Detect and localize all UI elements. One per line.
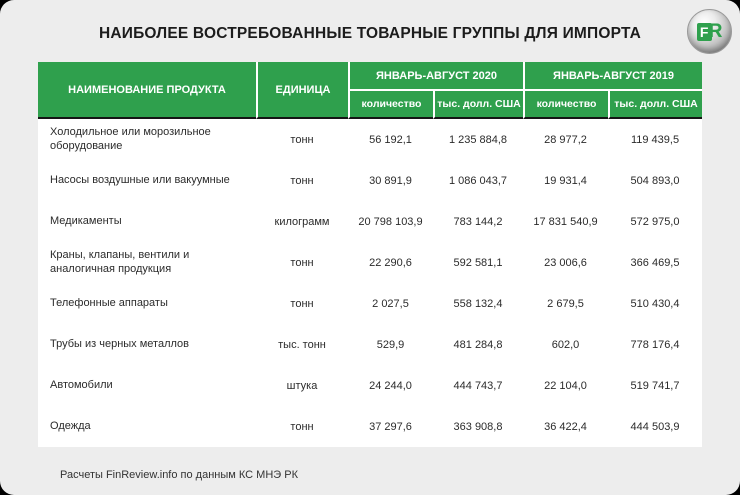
table-row: [38, 283, 702, 324]
usd-2020-cell: 363 908,8: [433, 406, 523, 447]
quantity-2019-cell: 602,0: [523, 324, 608, 365]
quantity-2019-cell: 17 831 540,9: [523, 201, 608, 242]
table-header: [38, 62, 702, 119]
col-group-2019: ЯНВАРЬ-АВГУСТ 2019: [523, 62, 702, 89]
usd-2019-cell: 504 893,0: [608, 160, 702, 201]
subcol-quantity-2020: количество: [348, 89, 433, 119]
quantity-2020-cell: 20 798 103,9: [348, 201, 433, 242]
product-cell: Насосы воздушные или вакуумные: [38, 160, 256, 201]
usd-2020-cell: 558 132,4: [433, 283, 523, 324]
quantity-2019-cell: 28 977,2: [523, 119, 608, 160]
col-header-unit: ЕДИНИЦА: [256, 62, 348, 119]
logo-letter-f: F: [697, 23, 712, 41]
product-cell: Трубы из черных металлов: [38, 324, 256, 365]
table-row: [38, 119, 702, 160]
subcol-quantity-2019: количество: [523, 89, 608, 119]
quantity-2020-cell: 2 027,5: [348, 283, 433, 324]
usd-2020-cell: 444 743,7: [433, 365, 523, 406]
imports-table-container: [38, 62, 702, 447]
usd-2020-cell: 481 284,8: [433, 324, 523, 365]
quantity-2019-cell: 23 006,6: [523, 242, 608, 283]
usd-2019-cell: 572 975,0: [608, 201, 702, 242]
imports-table: [38, 62, 702, 447]
subcol-usd-2020: тыс. долл. США: [433, 89, 523, 119]
table-body: [38, 119, 702, 447]
quantity-2019-cell: 19 931,4: [523, 160, 608, 201]
product-cell: Одежда: [38, 406, 256, 447]
source-note: Расчеты FinReview.info по данным КС МНЭ РК: [60, 469, 298, 481]
table-row: [38, 201, 702, 242]
unit-cell: тонн: [256, 283, 348, 324]
col-group-2020: ЯНВАРЬ-АВГУСТ 2020: [348, 62, 523, 89]
quantity-2020-cell: 22 290,6: [348, 242, 433, 283]
quantity-2020-cell: 56 192,1: [348, 119, 433, 160]
usd-2020-cell: 592 581,1: [433, 242, 523, 283]
table-row: [38, 324, 702, 365]
unit-cell: штука: [256, 365, 348, 406]
product-cell: Краны, клапаны, вентили и аналогичная продукция: [38, 242, 256, 283]
page-title: НАИБОЛЕЕ ВОСТРЕБОВАННЫЕ ТОВАРНЫЕ ГРУППЫ ДЛЯ ИМПОРТА: [98, 25, 642, 42]
product-cell: Телефонные аппараты: [38, 283, 256, 324]
usd-2019-cell: 519 741,7: [608, 365, 702, 406]
usd-2019-cell: 119 439,5: [608, 119, 702, 160]
product-cell: Холодильное или морозильное оборудование: [38, 119, 256, 160]
table-row: [38, 242, 702, 283]
usd-2019-cell: 510 430,4: [608, 283, 702, 324]
product-cell: Медикаменты: [38, 201, 256, 242]
usd-2020-cell: 783 144,2: [433, 201, 523, 242]
unit-cell: тонн: [256, 242, 348, 283]
unit-cell: тонн: [256, 119, 348, 160]
usd-2020-cell: 1 235 884,8: [433, 119, 523, 160]
quantity-2020-cell: 529,9: [348, 324, 433, 365]
unit-cell: тыс. тонн: [256, 324, 348, 365]
col-header-product: НАИМЕНОВАНИЕ ПРОДУКТА: [38, 62, 256, 119]
usd-2019-cell: 444 503,9: [608, 406, 702, 447]
quantity-2019-cell: 2 679,5: [523, 283, 608, 324]
quantity-2019-cell: 22 104,0: [523, 365, 608, 406]
unit-cell: тонн: [256, 406, 348, 447]
quantity-2020-cell: 37 297,6: [348, 406, 433, 447]
usd-2020-cell: 1 086 043,7: [433, 160, 523, 201]
usd-2019-cell: 778 176,4: [608, 324, 702, 365]
usd-2019-cell: 366 469,5: [608, 242, 702, 283]
product-cell: Автомобили: [38, 365, 256, 406]
table-row: [38, 160, 702, 201]
quantity-2020-cell: 30 891,9: [348, 160, 433, 201]
table-row: [38, 406, 702, 447]
quantity-2019-cell: 36 422,4: [523, 406, 608, 447]
unit-cell: килограмм: [256, 201, 348, 242]
logo-letter-r: R: [708, 20, 723, 42]
quantity-2020-cell: 24 244,0: [348, 365, 433, 406]
subcol-usd-2019: тыс. долл. США: [608, 89, 702, 119]
unit-cell: тонн: [256, 160, 348, 201]
finreview-logo-icon: [687, 9, 732, 54]
table-row: [38, 365, 702, 406]
